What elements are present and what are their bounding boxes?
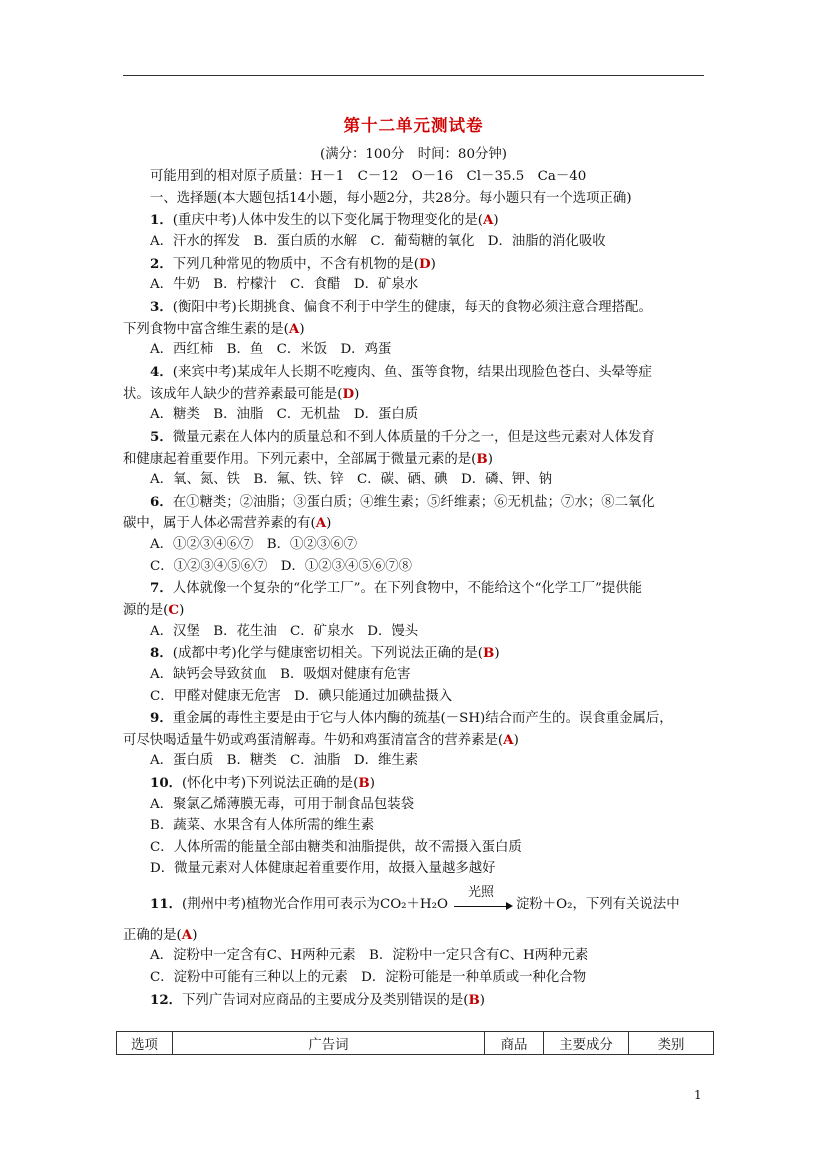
question-11 <box>150 884 680 913</box>
question-close: ) <box>430 257 436 272</box>
question-8-options-1: A．缺钙会导致贫血 B．吸烟对健康有危害 <box>150 667 411 682</box>
question-close: ) <box>179 603 185 618</box>
question-text: 淀粉＋O₂，下列有关说法中 <box>515 897 680 912</box>
options-table <box>116 1031 714 1055</box>
answer: B <box>476 451 488 467</box>
question-text: (成都中考)化学与健康密切相关。下列说法正确的是( <box>172 646 483 661</box>
question-text: 重金属的毒性主要是由于它与人体内酶的巯基(－SH)结合而产生的。误食重金属后， <box>172 711 673 726</box>
page-title: 第十二单元测试卷 <box>343 116 484 135</box>
question-number: 3． <box>150 299 173 315</box>
question-1 <box>150 212 499 229</box>
question-number: 5． <box>150 429 173 445</box>
question-3-cont <box>123 321 305 338</box>
answer: B <box>358 775 370 791</box>
question-close: ) <box>326 516 332 531</box>
question-number: 10． <box>150 775 183 791</box>
question-4-cont <box>123 386 359 403</box>
answer: A <box>482 212 494 228</box>
question-7-cont <box>123 602 184 619</box>
question-number: 12． <box>150 992 183 1008</box>
answer: C <box>168 602 180 618</box>
question-close: ) <box>299 322 305 337</box>
answer: D <box>342 386 355 402</box>
answer: A <box>288 321 300 337</box>
question-close: ) <box>494 646 500 661</box>
answer: A <box>181 927 193 943</box>
question-text: 和健康起着重要作用。下列元素中，全部属于微量元素的是( <box>123 452 477 467</box>
question-8-options-2: C．甲醛对健康无危害 D．碘只能通过加碘盐摄入 <box>150 689 453 704</box>
question-close: ) <box>354 387 360 402</box>
question-5-options: A．氧、氮、铁 B．氟、铁、锌 C．碳、硒、碘 D．磷、钾、钠 <box>150 472 553 487</box>
question-9-options: A．蛋白质 B．糖类 C．油脂 D．维生素 <box>150 753 419 768</box>
question-close: ) <box>487 452 493 467</box>
answer: B <box>468 992 480 1008</box>
question-text: 碳中，属于人体必需营养素的有( <box>123 516 316 531</box>
section-heading: 一、选择题(本大题包括14小题，每小题2分，共28分。每小题只有一个选项正确) <box>150 191 632 206</box>
question-close: ) <box>493 213 499 228</box>
question-number: 11． <box>150 896 183 912</box>
question-11-options-1: A．淀粉中一定含有C、H两种元素 B．淀粉中一定只含有C、H两种元素 <box>150 948 589 963</box>
question-10-option-c: C．人体所需的能量全部由糖类和油脂提供，故不需摄入蛋白质 <box>150 840 522 855</box>
question-3-options: A．西红柿 B．鱼 C．米饭 D．鸡蛋 <box>150 342 392 357</box>
atomic-masses: 可能用到的相对原子质量：H－1 C－12 O－16 Cl－35.5 Ca－40 <box>150 169 587 184</box>
table-header-row <box>117 1032 714 1055</box>
reaction-condition: 光照 <box>467 884 494 900</box>
table-header: 主要成分 <box>544 1032 629 1055</box>
question-text: (衡阳中考)长期挑食、偏食不利于中学生的健康，每天的食物必须注意合理搭配。 <box>172 300 652 315</box>
question-6 <box>150 494 655 511</box>
question-close: ) <box>513 733 519 748</box>
question-9-cont <box>123 732 519 749</box>
table-header: 广告词 <box>173 1032 485 1055</box>
header-rule <box>123 75 704 76</box>
answer: A <box>315 515 327 531</box>
question-10-option-b: B．蔬菜、水果含有人体所需的维生素 <box>150 818 375 833</box>
question-4 <box>150 364 652 381</box>
question-text: 在①糖类；②油脂；③蛋白质；④维生素；⑤纤维素；⑥无机盐；⑦水；⑧二氧化 <box>172 495 655 510</box>
question-5-cont <box>123 451 493 468</box>
question-text: 下列食物中富含维生素的是( <box>123 322 289 337</box>
question-4-options: A．糖类 B．油脂 C．无机盐 D．蛋白质 <box>150 407 419 422</box>
question-7 <box>150 580 642 597</box>
question-8 <box>150 645 500 662</box>
question-text: 下列广告词对应商品的主要成分及类别错误的是( <box>182 993 469 1008</box>
question-text: (来宾中考)某成年人长期不吃瘦肉、鱼、蛋等食物，结果出现脸色苍白、头晕等症 <box>172 365 652 380</box>
question-10-option-a: A．聚氯乙烯薄膜无毒，可用于制食品包装袋 <box>150 797 415 812</box>
question-text: 正确的是( <box>123 928 182 943</box>
question-11-cont <box>123 927 197 944</box>
answer: D <box>418 256 431 272</box>
question-7-options: A．汉堡 B．花生油 C．矿泉水 D．馒头 <box>150 624 419 639</box>
exam-info: (满分：100分 时间：80分钟) <box>320 147 507 162</box>
question-text: 下列几种常见的物质中，不含有机物的是( <box>172 257 419 272</box>
answer: B <box>482 645 495 661</box>
question-text: 人体就像一个复杂的“化学工厂”。在下列食物中，不能给这个“化学工厂”提供能 <box>172 581 642 596</box>
reaction-arrow-icon <box>448 884 516 913</box>
question-6-options-1: A．①②③④⑥⑦ B．①②③⑥⑦ <box>150 537 357 552</box>
question-12 <box>150 992 485 1009</box>
question-close: ) <box>369 776 375 791</box>
question-11-options-2: C．淀粉中可能有三种以上的元素 D．淀粉可能是一种单质或一种化合物 <box>150 970 587 985</box>
question-10 <box>150 775 375 792</box>
question-6-cont <box>123 515 331 532</box>
question-number: 9． <box>150 710 173 726</box>
question-6-options-2: C．①②③④⑤⑥⑦ D．①②③④⑤⑥⑦⑧ <box>150 559 413 574</box>
page-number: 1 <box>694 1088 702 1102</box>
table-header: 商品 <box>485 1032 544 1055</box>
question-number: 6． <box>150 494 173 510</box>
answer: A <box>503 732 514 748</box>
question-number: 1． <box>150 212 173 228</box>
question-text: (重庆中考)人体中发生的以下变化属于物理变化的是( <box>172 213 483 228</box>
question-text: 源的是( <box>123 603 169 618</box>
question-text: 可尽快喝适量牛奶或鸡蛋清解毒。牛奶和鸡蛋清富含的营养素是( <box>123 733 504 748</box>
question-number: 8． <box>150 645 173 661</box>
question-2-options: A．牛奶 B．柠檬汁 C．食醋 D．矿泉水 <box>150 277 419 292</box>
question-text: 状。该成年人缺少的营养素最可能是( <box>123 387 343 402</box>
question-number: 2． <box>150 256 173 272</box>
question-text: (荆州中考)植物光合作用可表示为CO₂＋H₂O <box>182 897 448 912</box>
question-3 <box>150 299 652 316</box>
question-number: 7． <box>150 580 173 596</box>
question-close: ) <box>192 928 198 943</box>
question-number: 4． <box>150 364 173 380</box>
question-close: ) <box>479 993 486 1008</box>
question-1-options: A．汗水的挥发 B．蛋白质的水解 C．葡萄糖的氧化 D．油脂的消化吸收 <box>150 234 606 249</box>
question-text: (怀化中考)下列说法正确的是( <box>182 776 359 791</box>
question-5 <box>150 429 655 446</box>
table-header: 选项 <box>117 1032 173 1055</box>
question-text: 微量元素在人体内的质量总和不到人体质量的千分之一，但是这些元素对人体发育 <box>172 430 655 445</box>
question-2 <box>150 256 436 273</box>
question-9 <box>150 710 673 727</box>
table-header: 类别 <box>629 1032 714 1055</box>
question-10-option-d: D．微量元素对人体健康起着重要作用，故摄入量越多越好 <box>150 861 496 876</box>
